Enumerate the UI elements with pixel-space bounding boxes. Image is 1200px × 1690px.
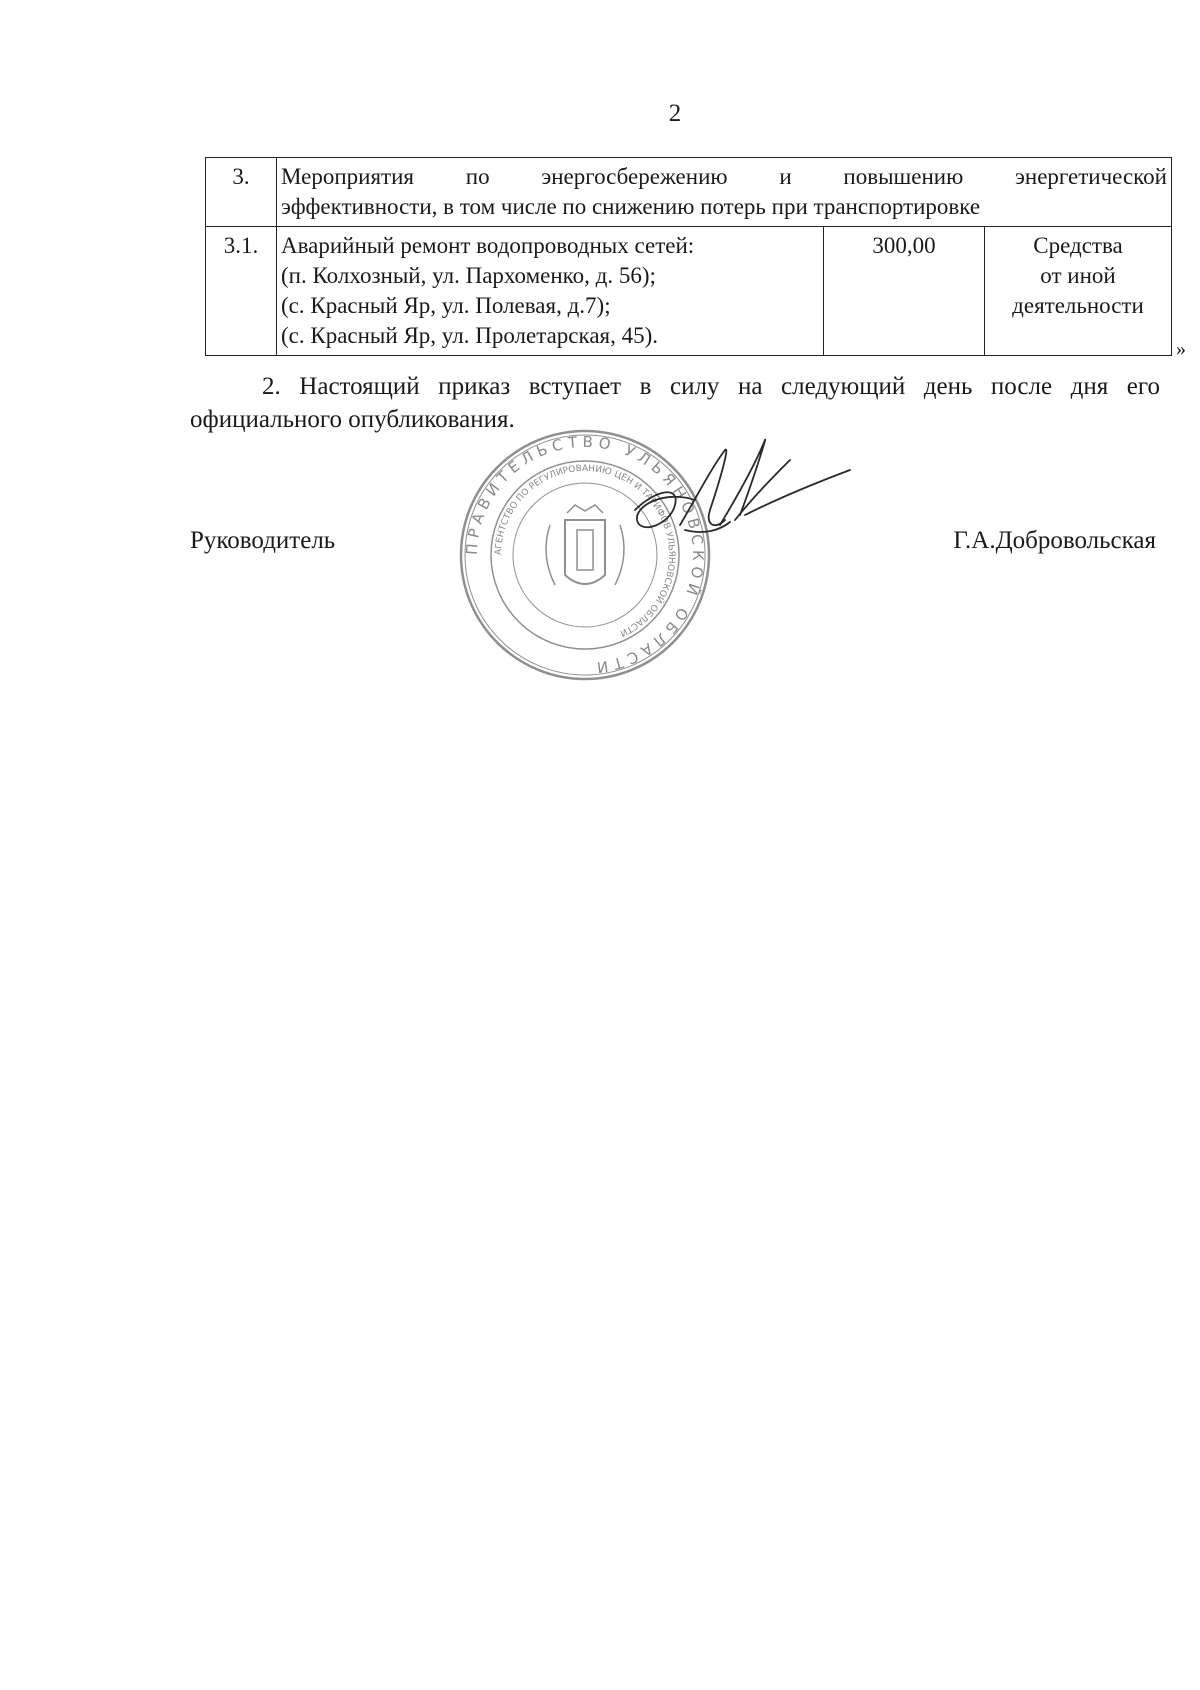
section-title-line-1: Мероприятия по энергосбережению и повышению энергетической [281, 164, 1167, 189]
source-line: Средства [1033, 233, 1123, 258]
measures-table [205, 157, 1172, 356]
effective-date-paragraph: 2. Настоящий приказ вступает в силу на следующий день после дня его официального опубликования. [190, 373, 1160, 433]
description-line: Аварийный ремонт водопроводных сетей: [281, 233, 695, 258]
description-line: (с. Красный Яр, ул. Пролетарская, 45). [281, 323, 659, 348]
table-row [206, 158, 1172, 227]
section-title-line-2: эффективности, в том числе по снижению потерь при транспортировке [281, 194, 981, 219]
signer-name: Г.А.Добровольская [953, 527, 1156, 554]
row-number: 3.1. [206, 227, 277, 356]
source-line: деятельности [1012, 293, 1144, 318]
description-line: (п. Колхозный, ул. Пархоменко, д. 56); [281, 263, 656, 288]
section-title-cell [277, 158, 1172, 227]
description-line: (с. Красный Яр, ул. Полевая, д.7); [281, 293, 611, 318]
funding-source-cell [985, 227, 1172, 356]
stamp-outer-text: ПРАВИТЕЛЬСТВО УЛЬЯНОВСКОЙ ОБЛАСТИ [462, 432, 708, 677]
stamp-inner-text: АГЕНТСТВО ПО РЕГУЛИРОВАНИЮ ЦЕН И ТАРИФОВ УЛЬЯНОВСКОЙ ОБЛАСТИ [493, 463, 677, 638]
table-row [206, 227, 1172, 356]
signer-title: Руководитель [190, 527, 336, 554]
source-line: от иной [1040, 263, 1116, 288]
closing-quote: » [1176, 338, 1186, 360]
amount-cell: 300,00 [824, 227, 985, 356]
handwritten-signature [625, 430, 855, 590]
description-cell [277, 227, 824, 356]
row-number: 3. [206, 158, 277, 227]
page-number: 2 [668, 100, 682, 127]
